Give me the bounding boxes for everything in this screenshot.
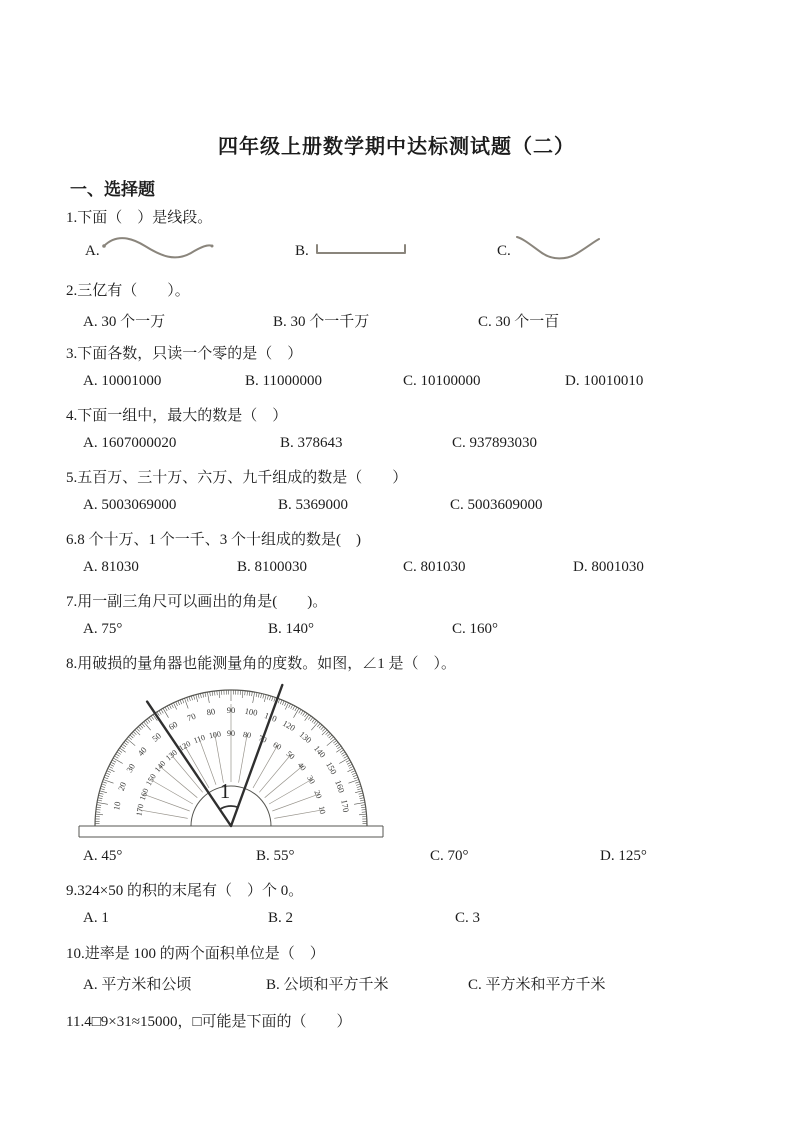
svg-text:60: 60	[166, 719, 180, 732]
option-6b: B. 8100030	[237, 559, 308, 575]
option-7c: C. 160°	[452, 621, 499, 637]
option-3d: D. 10010010	[565, 373, 644, 389]
svg-text:160: 160	[137, 787, 151, 802]
option-2a: A. 30 个一万	[83, 314, 166, 330]
wavy-line-figure	[101, 236, 215, 264]
option-10a: A. 平方米和公顷	[83, 977, 192, 993]
option-3a: A. 10001000	[83, 373, 162, 389]
svg-text:10: 10	[111, 800, 123, 811]
option-3b: B. 11000000	[245, 373, 322, 389]
svg-text:90: 90	[226, 705, 236, 715]
option-6a: A. 81030	[83, 559, 139, 575]
curved-line-figure	[514, 235, 602, 263]
svg-text:80: 80	[205, 706, 216, 718]
option-9b: B. 2	[268, 910, 294, 926]
option-8b: B. 55°	[256, 848, 295, 864]
angle-1-label: 1	[219, 779, 231, 803]
svg-text:100: 100	[243, 705, 259, 718]
svg-text:130: 130	[164, 747, 179, 763]
question-10-stem: 10.进率是 100 的两个面积单位是（ ）	[66, 946, 325, 962]
svg-text:60: 60	[271, 740, 283, 752]
option-4c: C. 937893030	[452, 435, 538, 451]
svg-text:20: 20	[312, 789, 324, 800]
option-8c: C. 70°	[430, 848, 469, 864]
option-5c: C. 5003609000	[450, 497, 543, 513]
svg-text:90: 90	[227, 729, 235, 738]
svg-text:170: 170	[339, 798, 352, 814]
svg-text:140: 140	[311, 743, 328, 760]
svg-text:30: 30	[124, 761, 137, 775]
svg-text:150: 150	[144, 772, 158, 788]
option-6c: C. 801030	[403, 559, 466, 575]
option-2b: B. 30 个一千万	[273, 314, 370, 330]
svg-text:80: 80	[242, 729, 252, 741]
question-5-stem: 5.五百万、三十万、六万、九千组成的数是（ ）	[66, 470, 408, 486]
option-6d: D. 8001030	[573, 559, 644, 575]
question-4-stem: 4.下面一组中，最大的数是（ ）	[66, 408, 288, 424]
svg-text:170: 170	[134, 803, 146, 817]
option-9a: A. 1	[83, 910, 109, 926]
svg-text:40: 40	[135, 745, 149, 758]
svg-text:120: 120	[280, 717, 298, 734]
option-5a: A. 5003069000	[83, 497, 177, 513]
option-7b: B. 140°	[268, 621, 315, 637]
svg-text:70: 70	[185, 710, 198, 724]
svg-text:100: 100	[208, 729, 222, 741]
option-8a: A. 45°	[83, 848, 123, 864]
protractor-figure	[77, 686, 385, 838]
svg-text:140: 140	[152, 759, 168, 774]
figure-label-a: A.	[85, 243, 100, 259]
option-4a: A. 1607000020	[83, 435, 177, 451]
straight-segment-figure	[316, 241, 406, 255]
question-2-stem: 2.三亿有（ ）。	[66, 283, 190, 299]
option-2c: C. 30 个一百	[478, 314, 560, 330]
option-3c: C. 10100000	[403, 373, 481, 389]
svg-text:120: 120	[177, 739, 193, 753]
svg-text:30: 30	[305, 774, 317, 786]
figure-label-b: B.	[295, 243, 309, 259]
question-6-stem: 6.8 个十万、1 个一千、3 个十组成的数是( )	[66, 532, 361, 548]
svg-text:110: 110	[263, 710, 279, 724]
option-8d: D. 125°	[600, 848, 647, 864]
question-7-stem: 7.用一副三角尺可以画出的角是( )。	[66, 594, 328, 610]
option-10b: B. 公顷和平方千米	[266, 977, 389, 993]
option-7a: A. 75°	[83, 621, 123, 637]
svg-text:50: 50	[284, 749, 297, 762]
svg-text:70: 70	[257, 733, 268, 745]
svg-text:10: 10	[316, 805, 328, 815]
svg-text:150: 150	[323, 759, 340, 777]
option-10c: C. 平方米和平方千米	[468, 977, 606, 993]
svg-text:50: 50	[150, 730, 163, 744]
section-heading: 一、选择题	[70, 180, 155, 199]
option-4b: B. 378643	[280, 435, 343, 451]
question-11-stem: 11.4□9×31≈15000，□可能是下面的（ ）	[66, 1014, 352, 1030]
svg-text:40: 40	[295, 760, 308, 773]
svg-text:130: 130	[297, 729, 314, 746]
question-9-stem: 9.324×50 的积的末尾有（ ）个 0。	[66, 883, 304, 899]
option-9c: C. 3	[455, 910, 481, 926]
question-8-stem: 8.用破损的量角器也能测量角的度数。如图，∠1 是（ ）。	[66, 656, 457, 672]
svg-text:160: 160	[333, 778, 347, 795]
svg-text:110: 110	[192, 732, 207, 746]
question-1-stem: 1.下面（ ）是线段。	[66, 210, 213, 226]
svg-text:20: 20	[115, 780, 129, 793]
page-title: 四年级上册数学期中达标测试题（二）	[218, 136, 575, 158]
question-3-stem: 3.下面各数，只读一个零的是（ ）	[66, 346, 303, 362]
figure-label-c: C.	[497, 243, 511, 259]
option-5b: B. 5369000	[278, 497, 349, 513]
